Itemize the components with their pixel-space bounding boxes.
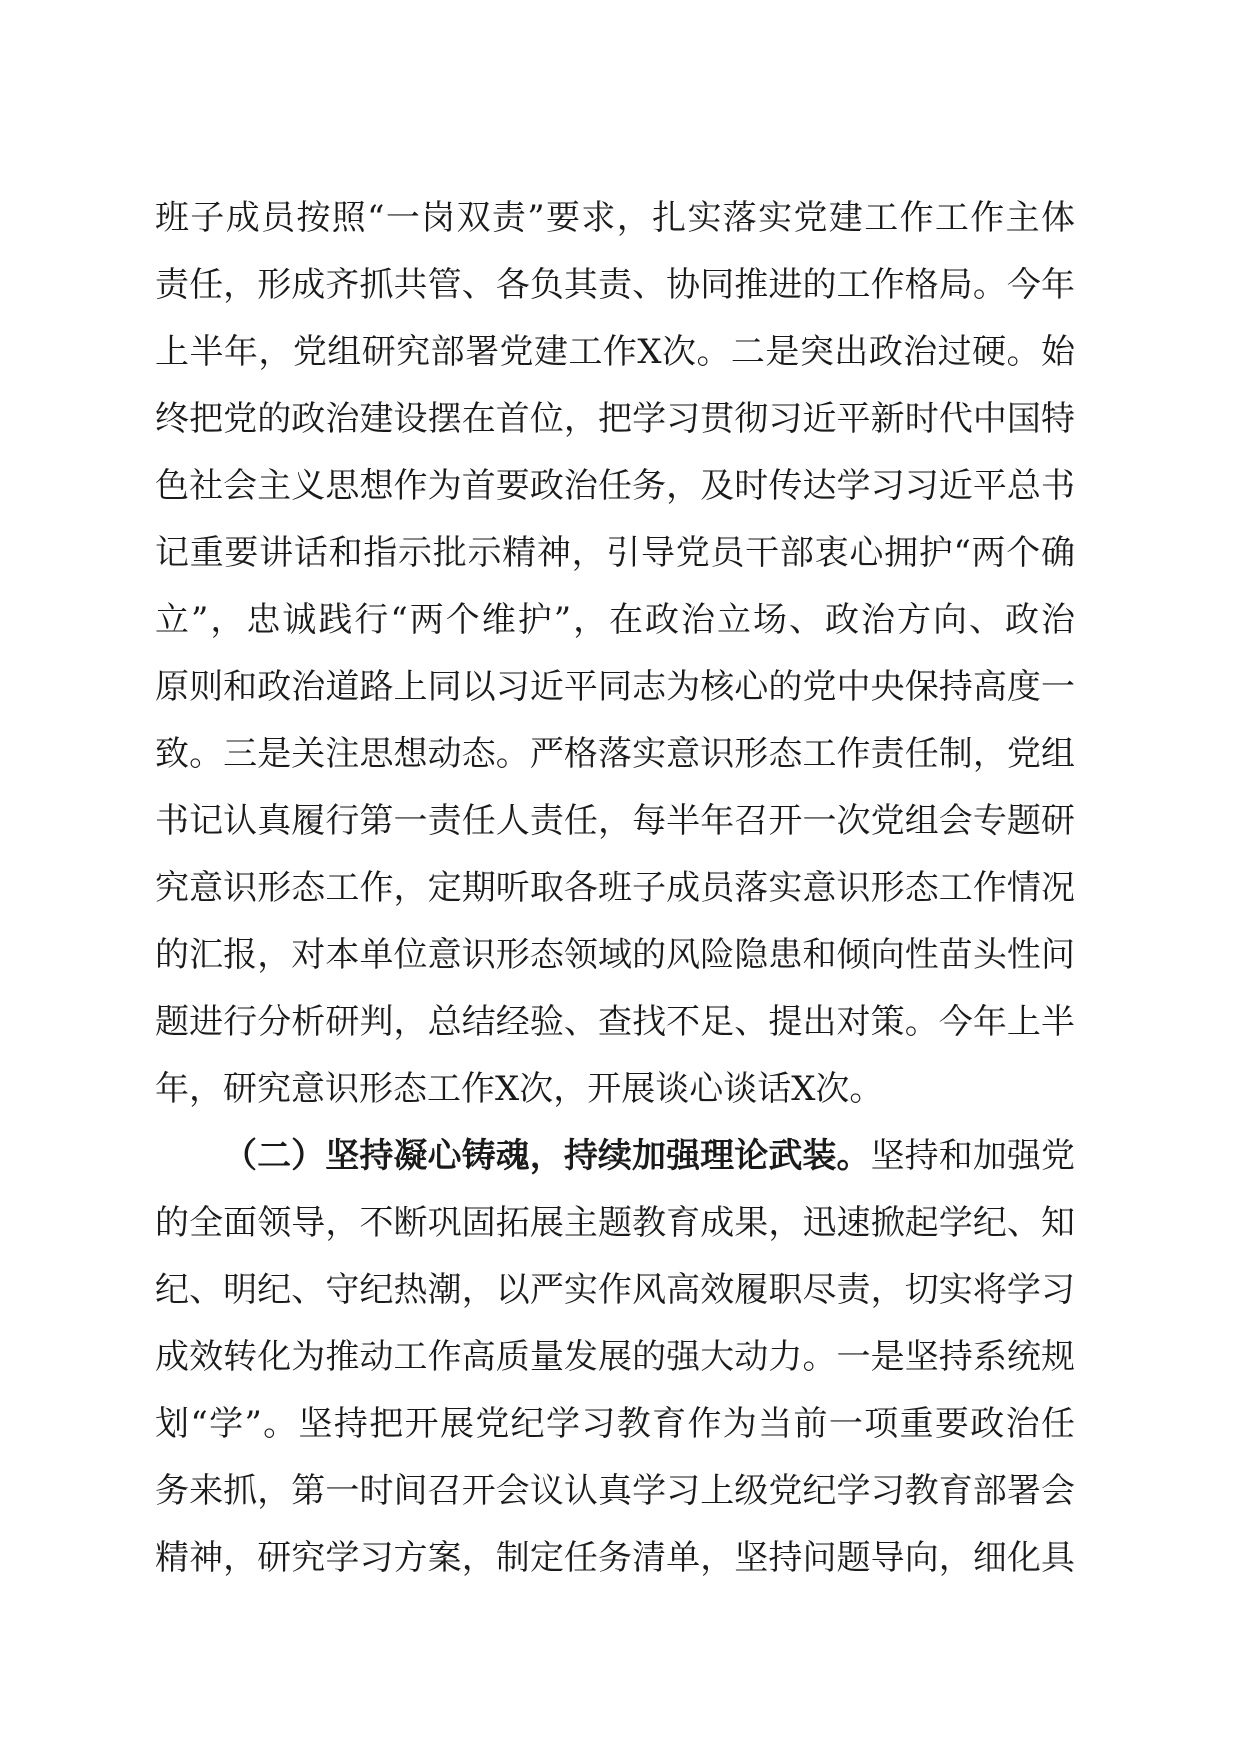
- document-body: [155, 185, 1075, 1592]
- paragraph-2-first-line: [155, 1123, 1075, 1190]
- text-line: 精神，研究学习方案，制定任务清单，坚持问题导向，细化具: [155, 1538, 1075, 1578]
- text-line: 成效转化为推动工作高质量发展的强大动力。一是坚持系统规: [155, 1337, 1075, 1377]
- paragraph-2: [155, 1123, 1075, 1592]
- text-line: 上半年，党组研究部署党建工作X次。二是突出政治过硬。始: [155, 332, 1075, 372]
- text-line: 题进行分析研判，总结经验、查找不足、提出对策。今年上半: [155, 1002, 1075, 1042]
- text-line: 责任，形成齐抓共管、各负其责、协同推进的工作格局。今年: [155, 265, 1075, 305]
- text-line: 的汇报，对本单位意识形态领域的风险隐患和倾向性苗头性问: [155, 935, 1075, 975]
- paragraph-1: [155, 185, 1075, 1123]
- text-line: 原则和政治道路上同以习近平同志为核心的党中央保持高度一: [155, 667, 1075, 707]
- text-line: 究意识形态工作，定期听取各班子成员落实意识形态工作情况: [155, 868, 1075, 908]
- text-line: 书记认真履行第一责任人责任，每半年召开一次党组会专题研: [155, 801, 1075, 841]
- text-line: 色社会主义思想作为首要政治任务，及时传达学习习近平总书: [155, 466, 1075, 506]
- section-heading: （二）坚持凝心铸魂，持续加强理论武装。: [223, 1136, 871, 1176]
- text-line: 纪、明纪、守纪热潮，以严实作风高效履职尽责，切实将学习: [155, 1270, 1075, 1310]
- text-line: 终把党的政治建设摆在首位，把学习贯彻习近平新时代中国特: [155, 399, 1075, 439]
- text-line: 务来抓，第一时间召开会议认真学习上级党纪学习教育部署会: [155, 1471, 1075, 1511]
- text-line: 划“学”。坚持把开展党纪学习教育作为当前一项重要政治任: [155, 1404, 1075, 1444]
- text-line: 记重要讲话和指示批示精神，引导党员干部衷心拥护“两个确: [155, 533, 1075, 573]
- text-line: 立”，忠诚践行“两个维护”，在政治立场、政治方向、政治: [155, 600, 1075, 640]
- text-line: 致。三是关注思想动态。严格落实意识形态工作责任制，党组: [155, 734, 1075, 774]
- text-line: 班子成员按照“一岗双责”要求，扎实落实党建工作工作主体: [155, 198, 1075, 238]
- heading-line-rest: 坚持和加强党: [870, 1136, 1076, 1176]
- text-line: 年，研究意识形态工作X次，开展谈心谈话X次。: [155, 1069, 884, 1109]
- text-line: 的全面领导，不断巩固拓展主题教育成果，迅速掀起学纪、知: [155, 1203, 1075, 1243]
